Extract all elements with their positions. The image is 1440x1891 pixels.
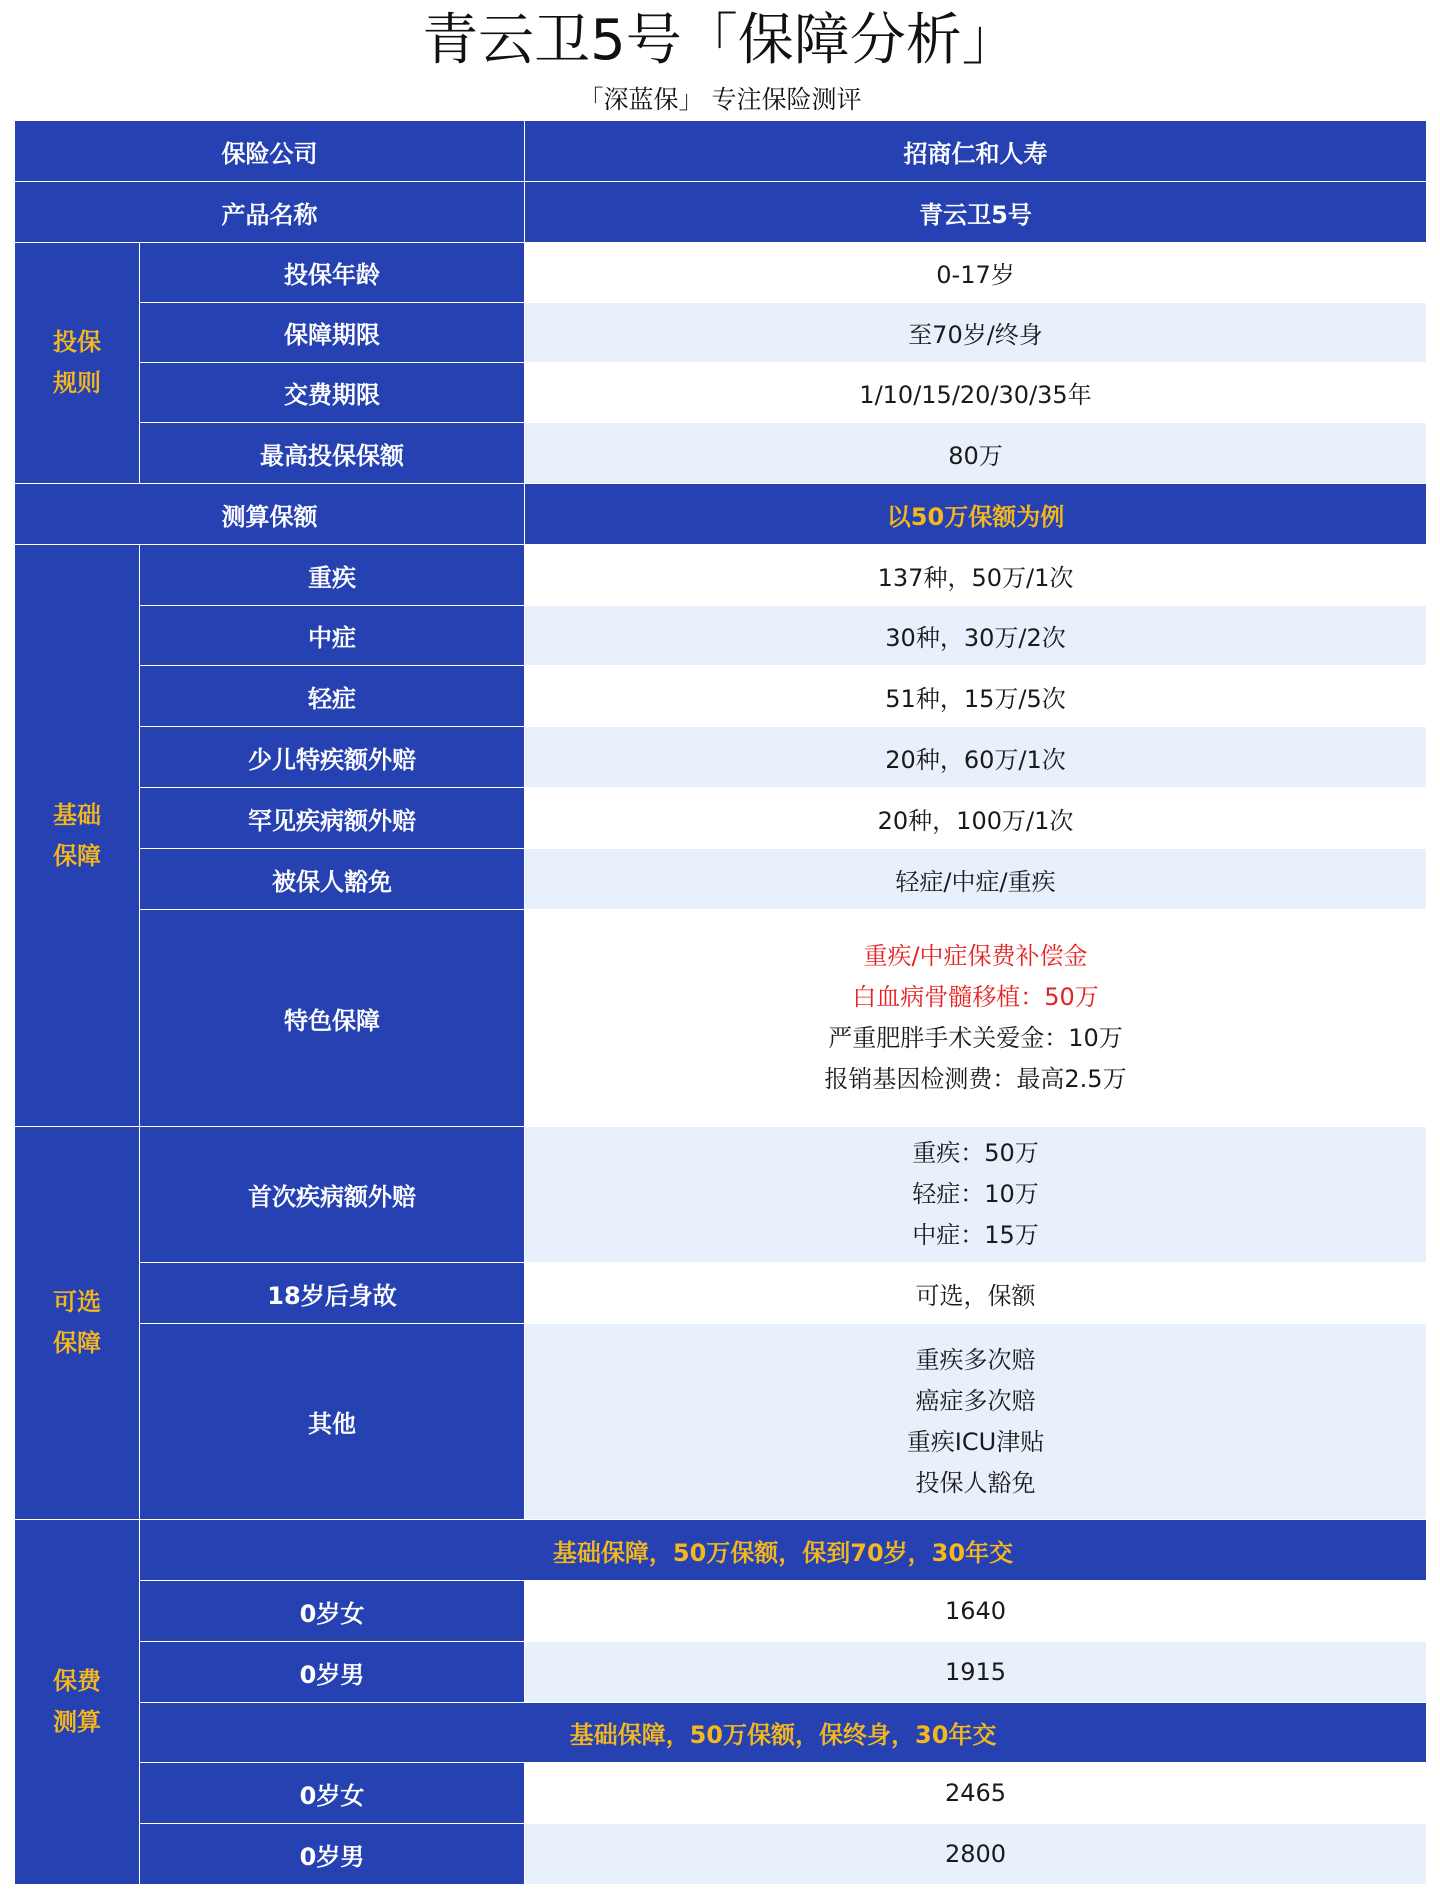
row-value: 至70岁/终身 xyxy=(525,303,1427,363)
row-value: 137种，50万/1次 xyxy=(525,545,1427,606)
table-row xyxy=(15,606,1427,666)
special-line: 报销基因检测费：最高2.5万 xyxy=(824,1065,1127,1093)
category-basic-line-2: 保障 xyxy=(53,841,101,870)
first-disease-line: 轻症：10万 xyxy=(912,1180,1039,1208)
table-row xyxy=(15,1263,1427,1324)
death-label: 18岁后身故 xyxy=(140,1263,525,1324)
row-value: 20种，60万/1次 xyxy=(525,727,1427,788)
category-rules-line-1: 投保 xyxy=(53,328,101,356)
special-value xyxy=(525,910,1427,1127)
row-value: 51种，15万/5次 xyxy=(525,666,1427,727)
row-label: 被保人豁免 xyxy=(140,849,525,910)
row-value: 轻症/中症/重疾 xyxy=(525,849,1427,910)
row-value: 1/10/15/20/30/35年 xyxy=(525,363,1427,423)
row-label: 重疾 xyxy=(140,545,525,606)
death-value: 可选，保额 xyxy=(525,1263,1427,1324)
other-value xyxy=(525,1324,1427,1520)
plan1-title: 基础保障，50万保额，保到70岁，30年交 xyxy=(140,1520,1427,1581)
special-label: 特色保障 xyxy=(140,910,525,1127)
table-row xyxy=(15,1127,1427,1263)
table-row xyxy=(15,788,1427,849)
special-line: 白血病骨髓移植：50万 xyxy=(852,983,1099,1011)
category-optional-line-1: 可选 xyxy=(53,1288,101,1316)
row-value: 20种，100万/1次 xyxy=(525,788,1427,849)
row-label: 罕见疾病额外赔 xyxy=(140,788,525,849)
category-rules-line-2: 规则 xyxy=(53,369,101,397)
calc-amount-label: 测算保额 xyxy=(15,484,525,545)
plan2-title: 基础保障，50万保额，保终身，30年交 xyxy=(140,1703,1427,1763)
table-row xyxy=(15,1763,1427,1824)
special-line: 重疾/中症保费补偿金 xyxy=(863,942,1088,970)
row-label: 0岁男 xyxy=(140,1642,525,1703)
row-label: 交费期限 xyxy=(140,363,525,423)
row-label: 0岁女 xyxy=(140,1581,525,1642)
category-premium xyxy=(15,1520,140,1885)
table-row xyxy=(15,727,1427,788)
table-row xyxy=(15,363,1427,423)
category-basic-line-1: 基础 xyxy=(53,800,101,829)
category-premium-line-1: 保费 xyxy=(53,1667,101,1695)
row-label: 少儿特疾额外赔 xyxy=(140,727,525,788)
row-label: 保障期限 xyxy=(140,303,525,363)
table-row xyxy=(15,243,1427,303)
category-optional-line-2: 保障 xyxy=(53,1329,101,1357)
other-line: 投保人豁免 xyxy=(915,1468,1036,1497)
other-line: 重疾多次赔 xyxy=(915,1345,1036,1374)
category-basic xyxy=(15,545,140,1127)
table-row xyxy=(15,666,1427,727)
other-line: 重疾ICU津贴 xyxy=(906,1427,1045,1456)
product-value: 青云卫5号 xyxy=(525,182,1427,243)
first-disease-value xyxy=(525,1127,1427,1263)
first-disease-line: 中症：15万 xyxy=(912,1221,1039,1249)
table-row-product xyxy=(15,182,1427,243)
row-value: 1915 xyxy=(525,1642,1427,1703)
table-row xyxy=(15,1581,1427,1642)
company-label: 保险公司 xyxy=(15,121,525,182)
category-premium-line-2: 测算 xyxy=(53,1708,101,1736)
table-row xyxy=(15,1824,1427,1885)
special-line: 严重肥胖手术关爱金：10万 xyxy=(828,1024,1123,1052)
page-subtitle: 「深蓝保」 专注保险测评 xyxy=(578,85,862,114)
row-value: 0-17岁 xyxy=(525,243,1427,303)
page-title: 青云卫5号「保障分析」 xyxy=(422,8,1018,73)
row-label: 轻症 xyxy=(140,666,525,727)
table-row xyxy=(15,545,1427,606)
table-row xyxy=(15,423,1427,484)
row-label: 中症 xyxy=(140,606,525,666)
table-row xyxy=(15,1520,1427,1581)
category-rules xyxy=(15,243,140,484)
table-row-special xyxy=(15,910,1427,1127)
row-value: 2800 xyxy=(525,1824,1427,1885)
row-label: 0岁女 xyxy=(140,1763,525,1824)
row-label: 最高投保保额 xyxy=(140,423,525,484)
table-row xyxy=(15,1642,1427,1703)
table-row-company xyxy=(15,121,1427,182)
company-value: 招商仁和人寿 xyxy=(525,121,1427,182)
row-label: 投保年龄 xyxy=(140,243,525,303)
product-label: 产品名称 xyxy=(15,182,525,243)
other-label: 其他 xyxy=(140,1324,525,1520)
coverage-table xyxy=(14,120,1427,1885)
table-row xyxy=(15,1324,1427,1520)
table-row-calc-amount xyxy=(15,484,1427,545)
category-optional xyxy=(15,1127,140,1520)
other-line: 癌症多次赔 xyxy=(915,1386,1036,1415)
row-value: 2465 xyxy=(525,1763,1427,1824)
row-value: 30种，30万/2次 xyxy=(525,606,1427,666)
row-label: 0岁男 xyxy=(140,1824,525,1885)
table-row xyxy=(15,303,1427,363)
table-row xyxy=(15,1703,1427,1763)
row-value: 1640 xyxy=(525,1581,1427,1642)
table-row xyxy=(15,849,1427,910)
row-value: 80万 xyxy=(525,423,1427,484)
first-disease-line: 重疾：50万 xyxy=(912,1139,1039,1167)
first-disease-label: 首次疾病额外赔 xyxy=(140,1127,525,1263)
calc-amount-value: 以50万保额为例 xyxy=(525,484,1427,545)
